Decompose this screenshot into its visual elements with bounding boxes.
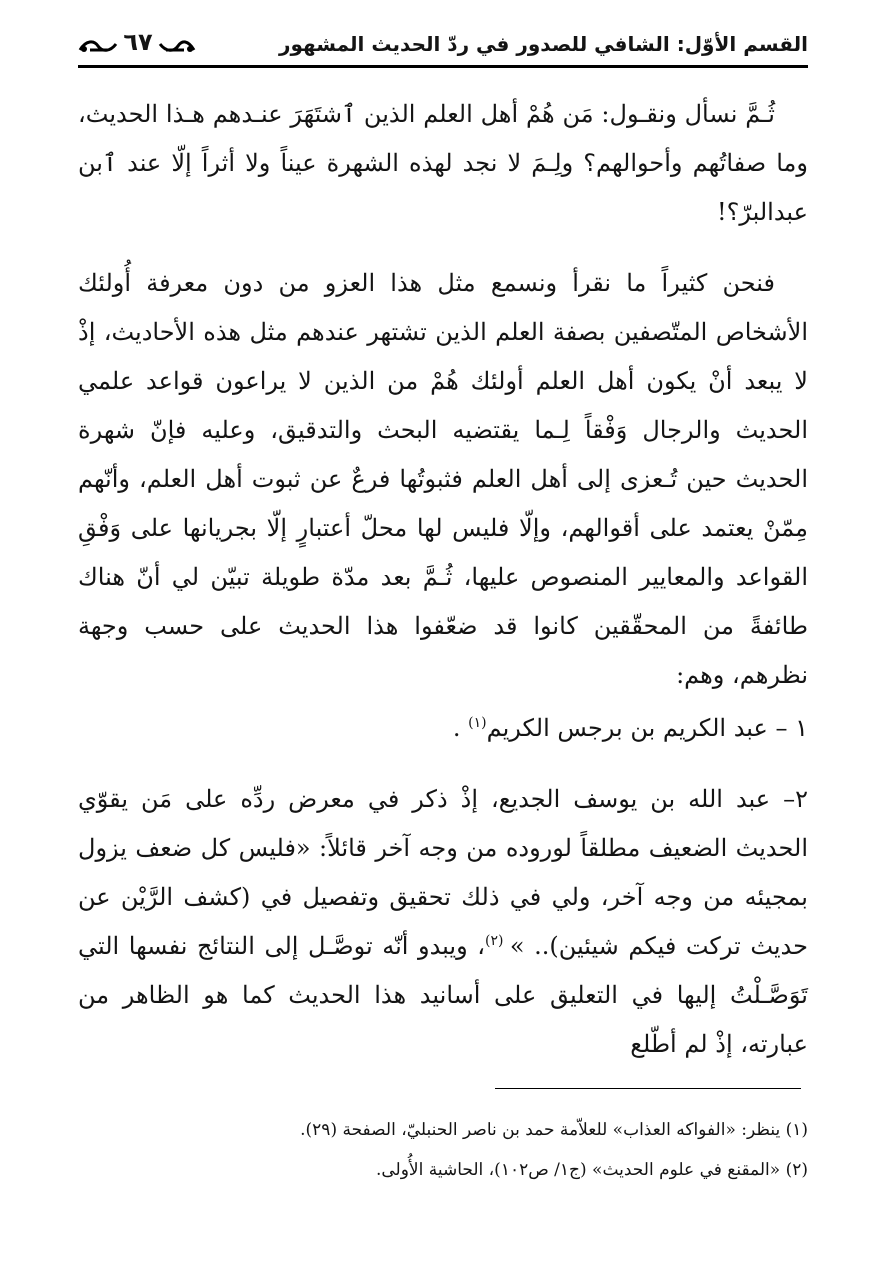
list-item-2-part-2: ، ويبدو أنّه توصَّـل إلى النتائج نفسها التي تَوَصَّـلْتُ إليها في التعليق على أسانيد هذا الحديث كما هو الظاهر من عبارته، إذْ لم أطّلع	[78, 932, 808, 1058]
running-header	[78, 30, 808, 64]
footnotes	[78, 1110, 808, 1190]
running-title: القسم الأوّل: الشافي للصدور في ردّ الحديث المشهور	[278, 32, 808, 56]
footnote-ref-1[interactable]: (١)	[468, 715, 487, 731]
ornament-right-icon	[158, 38, 196, 54]
paragraph-2: فنحن كثيراً ما نقرأ ونسمع مثل هذا العزو من دون معرفة أُولئك الأشخاص المتّصفين بصفة العلم الذين تشتهر عندهم مثل هذه الأحاديث، إذْ لا يبعد أنْ يكون أهل العلم أولئك هُمْ من الذين لا يراعون قواعد علمي الحديث والرجال وَفْقاً لِـما يقتضيه البحث والتدقيق، وعليه فإنّ شهرة الحديث حين تُـعزى إلى أهل العلم فثبوتُها فرعٌ عن ثبوت أهل العلم، وأنّهم مِمّنْ يعتمد على أقوالهم، وإلّا فليس لها محلّ أعتبارٍ إلّا بجريانها على وَفْقِ القواعد والمعايير المنصوص عليها، ثُـمَّ بعد مدّة طويلة تبيّن لي أنّ هناك طائفةً من المحقّقين كانوا قد ضعّفوا هذا الحديث على حسب وجهة نظرهم، وهم:	[78, 269, 808, 689]
main-text	[78, 90, 808, 1069]
list-item-1-text: ١ – عبد الكريم بن برجس الكريم	[486, 714, 808, 742]
list-item-2-part-1: ٢– عبد الله بن يوسف الجديع، إذْ ذكر في معرض ردِّه على مَن يقوّي الحديث الضعيف مطلقاً لوروده من وجه آخر قائلاً: «فليس كل ضعف يزول بمجيئه من وجه آخر، ولي في ذلك تحقيق وتفصيل في (كشف الرَّيْن عن حديث تركت فيكم شيئين).. »	[78, 785, 808, 960]
footnote-1: (١) ينظر: «الفواكه العذاب» للعلاّمة حمد بن ناصر الحنبليّ، الصفحة (٢٩).	[300, 1120, 808, 1140]
header-rule	[78, 65, 808, 68]
page-number-ornament	[78, 30, 196, 60]
list-item-2	[78, 775, 808, 1069]
footnote-2: (٢) «المقنع في علوم الحديث» (ج١/ ص١٠٢)، الحاشية الأُولى.	[375, 1160, 808, 1180]
list-item-1-end: .	[452, 714, 469, 742]
list-item-1	[78, 704, 808, 753]
footnote-separator	[495, 1088, 801, 1089]
paragraph-1: ثُـمَّ نسأل ونقـول: مَن هُمْ أهل العلم الذين ٱشتَهَرَ عنـدهم هـذا الحديث، وما صفاتُهم وأحوالهم؟ ولِـمَ لا نجد لهذه الشهرة عيناً ولا أثراً إلّا عند ٱبن عبدالبرّ؟!	[78, 100, 808, 226]
page-number: ٦٧	[123, 28, 153, 56]
footnote-ref-2[interactable]: (٢)	[484, 933, 510, 949]
ornament-left-icon	[78, 38, 118, 54]
